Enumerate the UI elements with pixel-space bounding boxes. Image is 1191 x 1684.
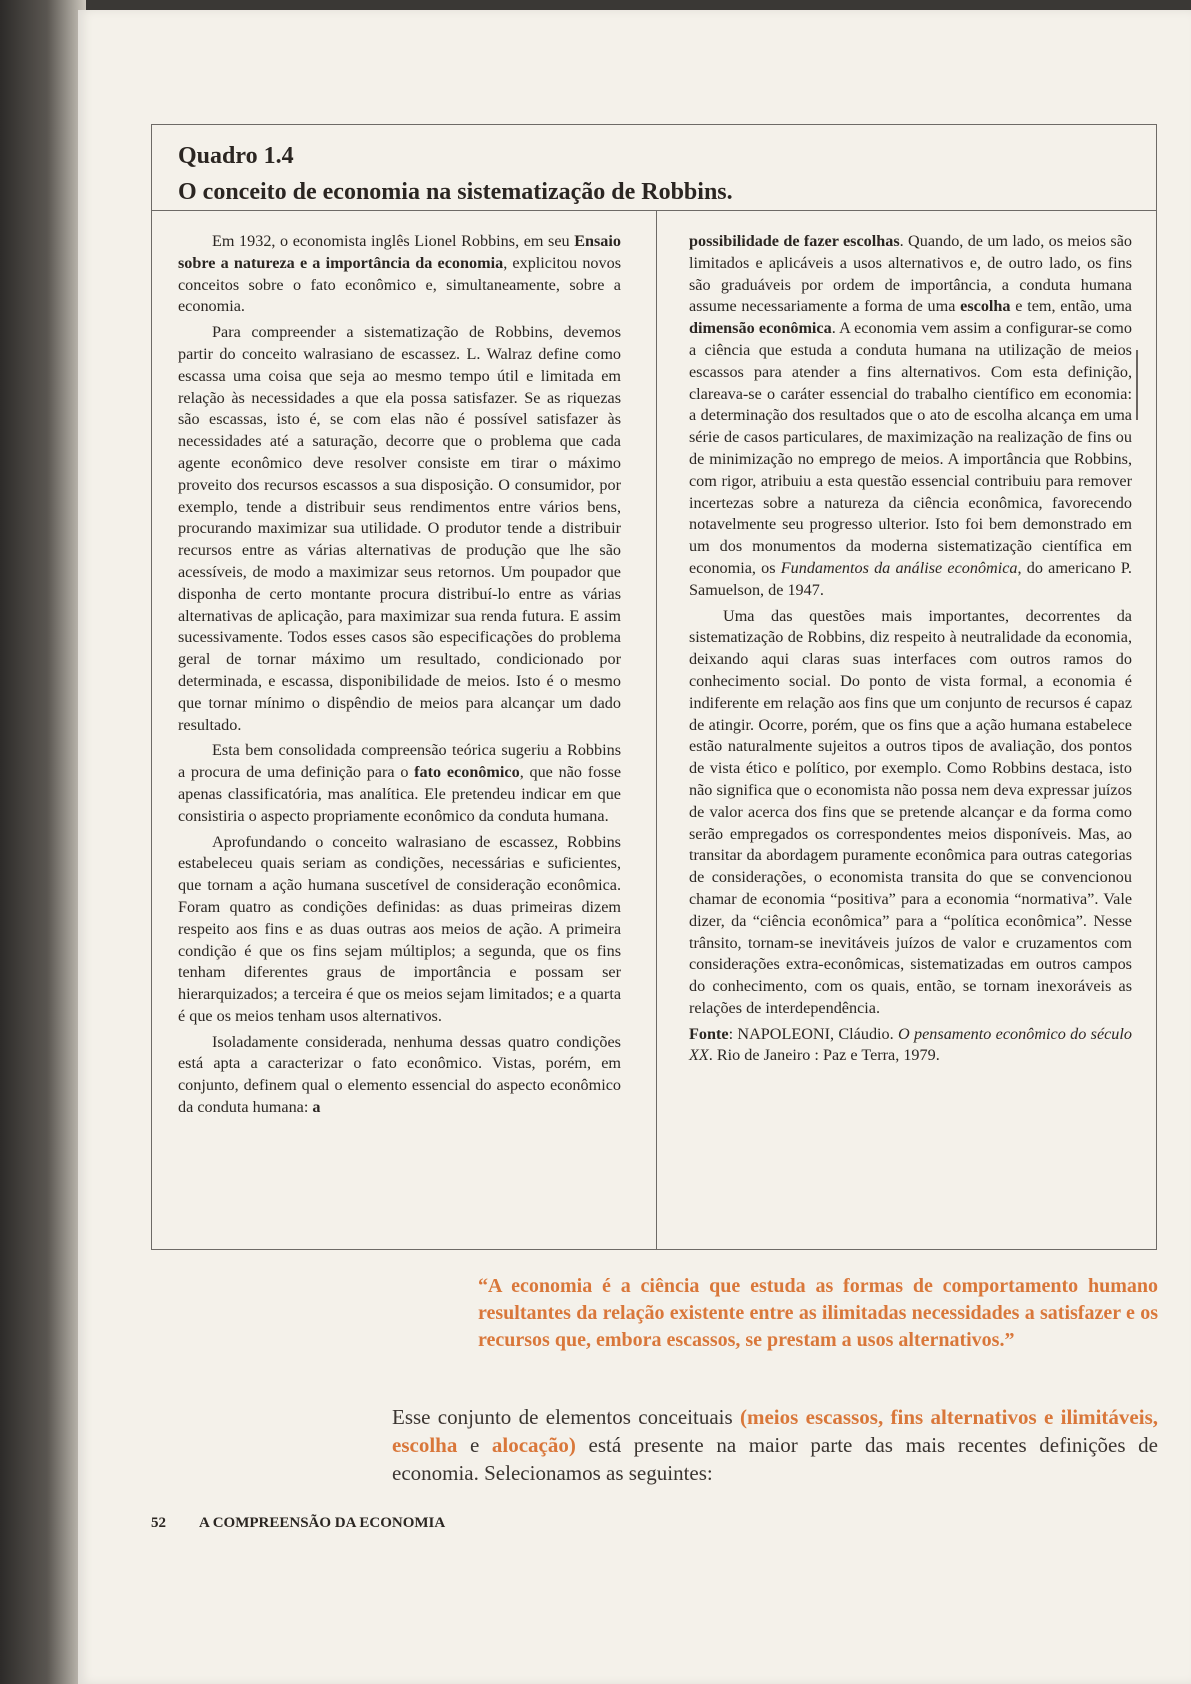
bold-term: possibilidade de fazer escolhas bbox=[689, 232, 900, 250]
paragraph: Esta bem consolidada compreensão teórica sugeriu a Robbins a procura de uma definição para o fato econômico, que não fosse apenas classificatória, mas analítica. Ele pretendeu indicar em que consistiria o aspecto propriamente econômico da conduta humana. bbox=[178, 741, 622, 825]
paragraph: Uma das questões mais importantes, decorrentes da sistematização de Robbins, diz respeito à neutralidade da economia, deixando aqui claras suas interfaces com outros ramos do conhecimento social. Do ponto de vista formal, a economia é indiferente em relação aos fins que um conjunto de recursos é capaz de atingir. Ocorre, porém, que os fins que a ação humana estabelece estão naturalmente sujeitos a outros tipos de avaliação, dos pontos de vista ético e político, por exemplo. Como Robbins destaca, isto não significa que o economista não possa nem deva expressar juízos de valor acerca dos fins que se pretende alcançar e da forma como serão empregados os correspondentes meios disponíveis. Mas, ao transitar da abordagem puramente econômica para outras categorias de considerações, o economista transita do que se convencionou chamar de economia “positiva” para a economia “normativa”. Vale dizer, da “ciência econômica” para a “política econômica”. Nesse trânsito, tornam-se inevitáveis juízos de valor e cruzamentos com considerações extra-econômicas, sistematizadas em outros campos do conhecimento, com os quais, então, se tornam inexoráveis as relações de interdependência. bbox=[689, 606, 1132, 1017]
running-title: A COMPREENSÃO DA ECONOMIA bbox=[198, 1515, 446, 1531]
bold-term: a bbox=[312, 1098, 321, 1117]
bold-term: escolha bbox=[960, 297, 1011, 316]
paragraph: Em 1932, o economista inglês Lionel Robbins, em seu Ensaio sobre a natureza e a importância da economia, explicitou novos conceitos sobre o fato econômico e, simultaneamente, sobre a economia. bbox=[178, 232, 621, 316]
highlight-quote: “A economia é a ciência que estuda as formas de comportamento humano resultantes da relação existente entre as ilimitadas necessidades a satisfazer e os recursos que, embora escassos, se prestam a usos alternativos.” bbox=[478, 1275, 1158, 1351]
paren-open: ( bbox=[739, 1405, 747, 1429]
quadro-title: O conceito de economia na sistematização de Robbins. bbox=[178, 179, 733, 205]
source-title: O pensamento econômico do século XX bbox=[689, 1024, 1132, 1065]
page-number: 52 bbox=[151, 1515, 166, 1531]
highlight-term: alocação bbox=[491, 1433, 569, 1457]
paragraph: Aprofundando o conceito walrasiano de escassez, Robbins estabeleceu quais seriam as condições, necessárias e suficientes, que tornam a ação humana suscetível de consideração econômica. Foram quatro as condições definidas: as duas primeiras dizem respeito aos fins e as duas outras aos meios de ação. A primeira condição é que os fins sejam múltiplos; a segunda, que os fins tenham diferentes graus de importância e possam ser hierarquizados; a terceira é que os meios sejam limitados; e a quarta é que os meios tenham usos alternativos. bbox=[178, 832, 621, 1025]
quadro-header bbox=[152, 125, 1156, 211]
page-binding-shadow bbox=[0, 0, 86, 1684]
bold-term: fato econômico bbox=[414, 763, 520, 782]
italic-title: Fundamentos da análise econômica bbox=[780, 558, 1018, 577]
source-citation: Fonte: NAPOLEONI, Cláudio. O pensamento econômico do século XX. Rio de Janeiro : Paz e Terra, 1979. bbox=[689, 1024, 1132, 1065]
quadro-box bbox=[151, 124, 1157, 1250]
paren-close: ) bbox=[568, 1433, 576, 1457]
page-footer bbox=[151, 1515, 445, 1532]
right-column bbox=[689, 231, 1132, 1071]
paragraph: Isoladamente considerada, nenhuma dessas quatro condições está apta a caracterizar o fato econômico. Vistas, porém, em conjunto, definem qual o elemento essencial do aspecto econômico da conduta humana: a bbox=[178, 1032, 621, 1117]
left-column bbox=[178, 231, 621, 1123]
paragraph: Para compreender a sistematização de Robbins, devemos partir do conceito walrasiano de escassez. L. Walraz define como escassa uma coisa que seja ao mesmo tempo útil e limitada em relação às necessidades a que ela possa satisfazer. Se as riquezas são escassas, isto é, se com elas não é possível satisfazer às necessidades até a saturação, decorre que o problema que cada agente econômico deve resolver consiste em tirar o máximo proveito dos recursos escassos a sua disposição. O consumidor, por exemplo, tende a distribuir seus rendimentos entre vários bens, procurando maximizar sua utilidade. O produtor tende a distribuir recursos entre as várias alternativas de produção que lhe são acessíveis, de modo a maximizar seus retornos. Um poupador que disponha de certo montante procura distribuí-lo entre as várias alternativas de aplicação, para maximizar sua renda futura. E assim sucessivamente. Todos esses casos são especificações do problema geral de tornar máximo um resultado, condicionado por determinada, e escassa, disponibilidade de meios. Isto é o mesmo que tornar mínimo o dispêndio de meios para alcançar um dado resultado. bbox=[178, 323, 621, 734]
source-label: Fonte bbox=[689, 1024, 729, 1043]
body-paragraph: Esse conjunto de elementos conceituais (meios escassos, fins alternativos e ilimitáveis, escolha e alocação) está presente na maior parte das mais recentes definições de economia. Selecionamos as seguintes: bbox=[392, 1405, 1159, 1485]
column-divider bbox=[656, 210, 657, 1249]
paragraph: possibilidade de fazer escolhas. Quando, de um lado, os meios são limitados e aplicáveis a usos alternativos e, de outro lado, os fins são graduáveis por ordem de importância, a conduta humana assume necessariamente a forma de uma escolha e tem, então, uma dimensão econômica. A economia vem assim a configurar-se como a ciência que estuda a conduta humana na utilização de meios escassos para atender a fins alternativos. Com esta definição, clareava-se o caráter essencial do trabalho científico em economia: a determinação dos resultados que o ato de escolha alcança em uma série de casos particulares, de maximização na realização de fins ou de minimização no emprego de meios. A importância que Robbins, com rigor, atribuiu a esta questão essencial contribuiu para remover incertezas sobre a natureza da ciência econômica, favorecendo notavelmente seu progresso ulterior. Isto foi bem demonstrado em um dos monumentos da moderna sistematização científica em economia, os Fundamentos da análise econômica, do americano P. Samuelson, de 1947. bbox=[689, 232, 1132, 599]
margin-mark bbox=[1136, 350, 1138, 420]
highlight-terms: meios escassos, fins alternativos e ilimitáveis, escolha bbox=[392, 1405, 1159, 1457]
bold-term: Ensaio sobre a natureza e a importância da economia bbox=[178, 232, 621, 272]
quadro-number: Quadro 1.4 bbox=[178, 143, 294, 169]
bold-term: dimensão econômica bbox=[689, 319, 832, 338]
